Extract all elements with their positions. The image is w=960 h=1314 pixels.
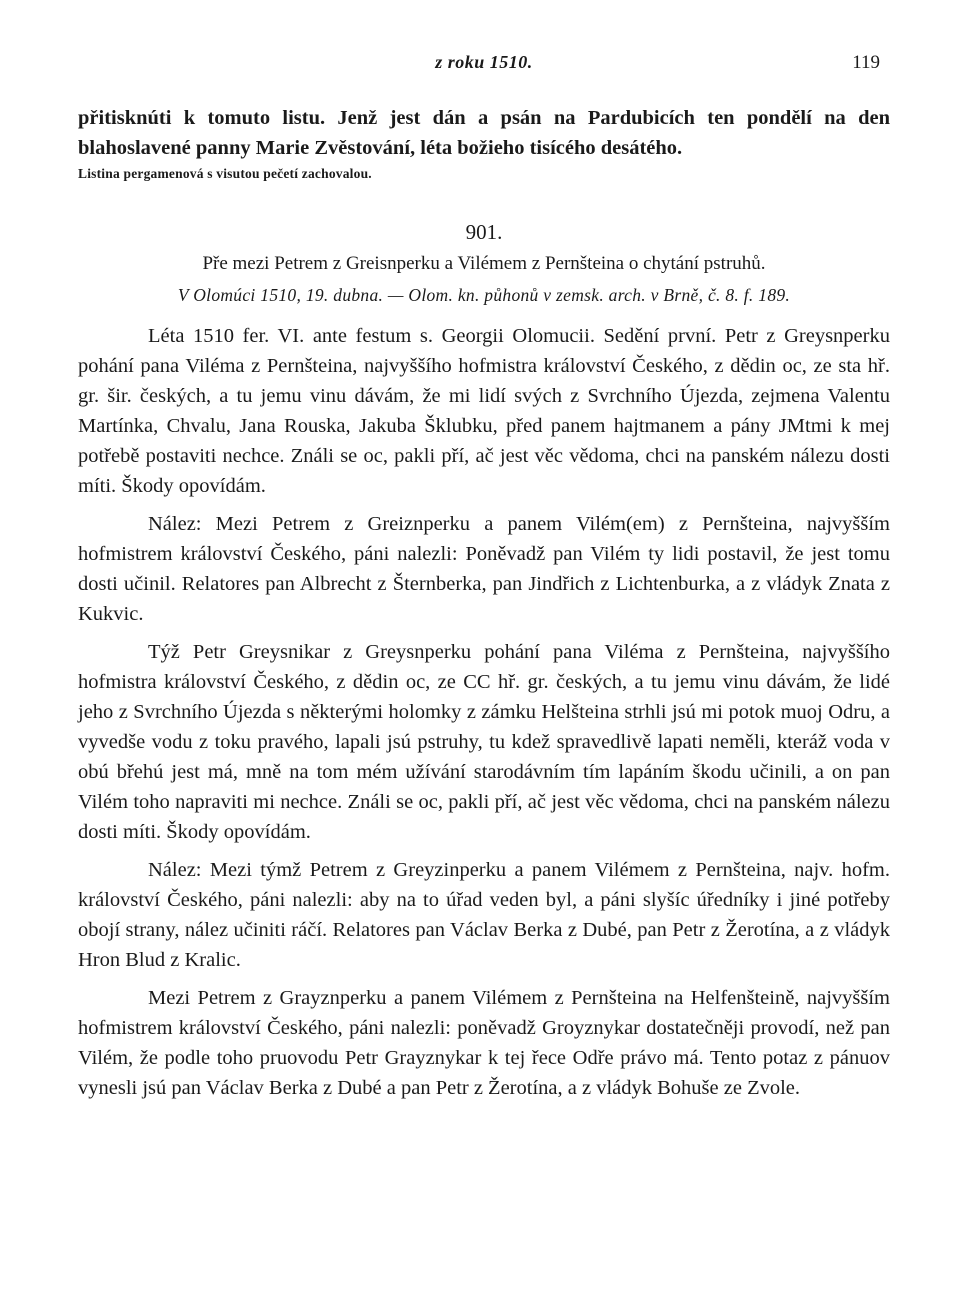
running-title: z roku 1510. (435, 52, 533, 72)
paragraph-2: Nález: Mezi Petrem z Greiznperku a panem Vilém(em) z Pernšteina, najvyšším hofmistrem království Českého, páni nalezli: Poněvadž pan Vilém ty lidi postavil, že jest tomu dosti učinil. Relatores pan Albrecht z Šternberka, pan Jindřich z Lichtenburka, a z vládyk Znata z Kukvic. (78, 513, 890, 625)
document-number: 901. (465, 220, 503, 244)
paragraph-3: Týž Petr Greysnikar z Greysnperku pohání pana Viléma z Pernšteina, najvyššího hofmistra království Českého, z dědin oc, ze CC hř. gr. českých, a tu jemu vinu dávám, že lidé jeho z Svrchního Újezda s některými holomky z zámku Helšteina strhli jsú mi potok muoj Odru, a vyvedše vodu z toku pravého, lapali jsú pstruhy, tu kdež spravedlivě lapati neměli, kteráž voda v obú břehú jest má, mně na tom mém užívání starodávním tím lapáním škodu učinili, a on pan Vilém toho napraviti mi nechce. Ználi se oc, pakli pří, ač jest věc vědoma, chci na panském nálezu dosti míti. Škody opovídám. (78, 641, 890, 843)
document-source: V Olomúci 1510, 19. dubna. — Olom. kn. půhonů v zemsk. arch. v Brně, č. 8. f. 189. (177, 285, 791, 305)
running-head (78, 52, 890, 78)
intro-paragraph: přitisknúti k tomuto listu. Jenž jest dán a psán na Pardubicích ten pondělí na den blahoslavené panny Marie Zvěstování, léta božieho tisícého desátého. (78, 107, 890, 159)
paragraph-5: Mezi Petrem z Grayznperku a panem Vilémem z Pernšteina na Helfenšteině, najvyšším hofmistrem království Českého, páni nalezli: poněvadž Groyznykar dostatečněji provodí, než pan Vilém, že podle toho pruovodu Petr Grayznykar k tej řece Odře právo má. Tento potaz z pánuov vynesli jsú pan Václav Berka z Dubé a pan Petr z Žerotína, a z vládyk Bohuše ze Zvole. (78, 987, 890, 1099)
paragraph-4: Nález: Mezi týmž Petrem z Greyzinperku a panem Vilémem z Pernšteina, najv. hofm. království Českého, páni nalezli: aby na to úřad veden byl, a páni slyšíc úředníky i jiné potřeby obojí strany, nález učiniti ráčí. Relatores pan Václav Berka z Dubé, pan Petr z Žerotína, a z vládyk Hron Blud z Kralic. (78, 859, 890, 971)
paragraph-1: Léta 1510 fer. VI. ante festum s. Georgii Olomucii. Sedění první. Petr z Greysnperku pohání pana Viléma z Pernšteina, najvyššího hofmistra království Českého, z dědin oc, ze sta hř. gr. šir. českých, a tu jemu vinu dávám, že mi lidí svých z Svrchního Újezda, zejmena Valentu Martínka, Chvalu, Jana Rouska, Jakuba Šklubku, před panem hajtmanem a pány JMtmi k mej potřebě postaviti nechce. Ználi se oc, pakli pří, ač jest věc vědoma, chci na panském nálezu dosti míti. Škody opovídám. (78, 325, 890, 497)
page-number: 119 (852, 52, 880, 73)
document-summary: Pře mezi Petrem z Greisnperku a Vilémem z Pernšteina o chytání pstruhů. (202, 253, 766, 274)
page-body (78, 103, 890, 1103)
archival-note: Listina pergamenová s visutou pečetí zachovalou. (78, 166, 372, 181)
